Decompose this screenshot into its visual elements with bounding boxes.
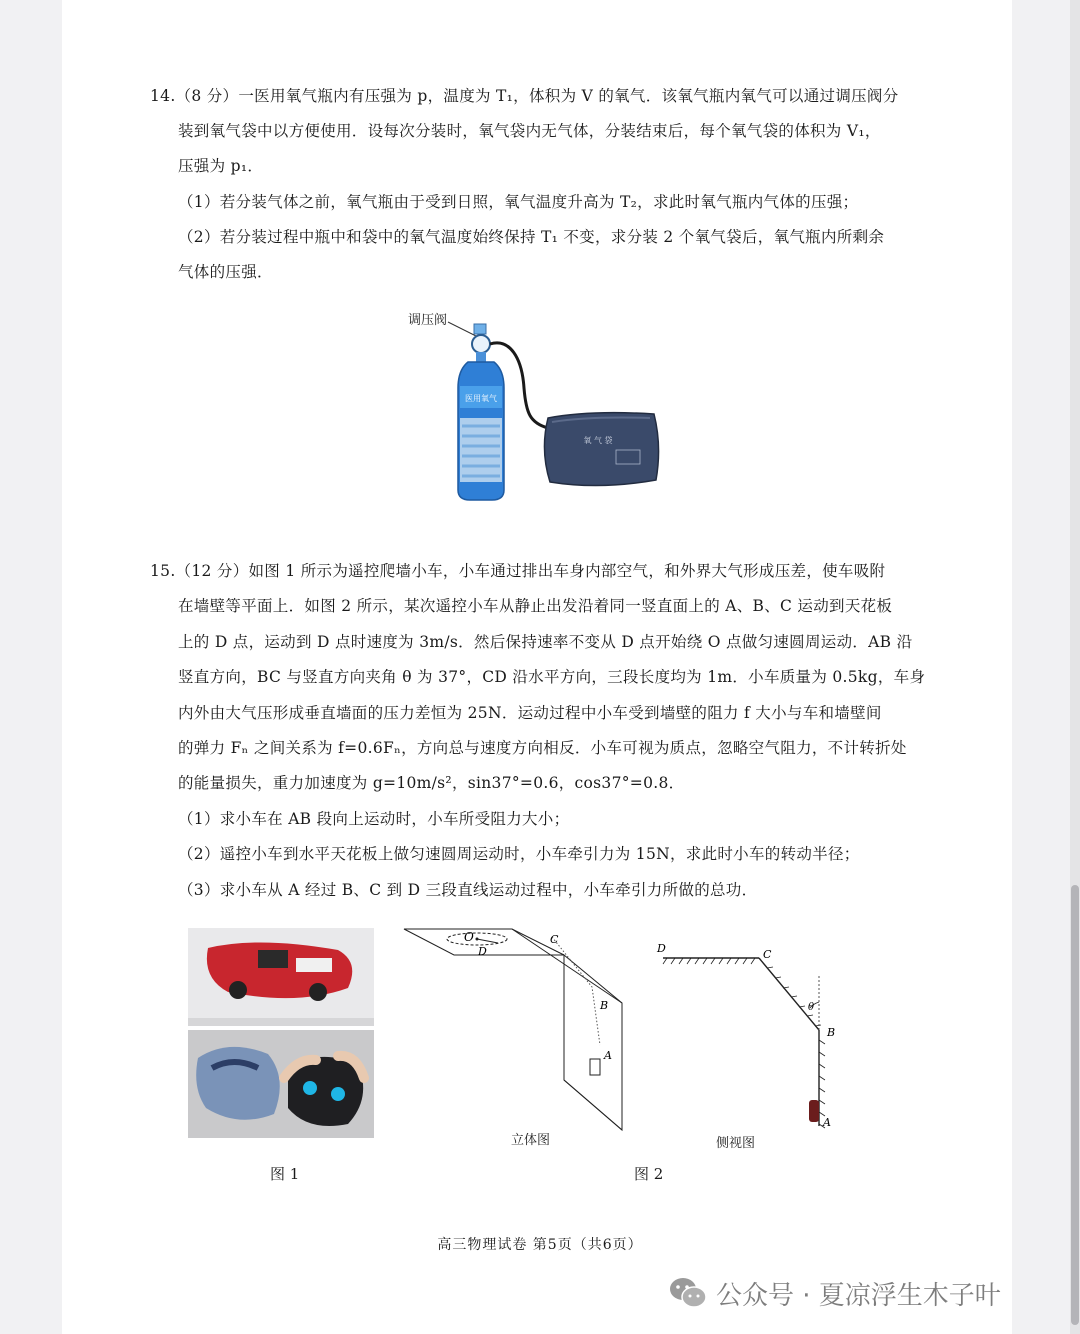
figure2-side-view — [655, 940, 835, 1135]
q14-line-2: 装到氧气袋中以方便使用．设每次分装时，氧气袋内无气体，分装结束后，每个氧气袋的体积为 V₁， — [178, 122, 881, 140]
theta-label: θ — [808, 1002, 815, 1013]
watermark — [668, 1276, 1001, 1310]
figure1-label: 图 1 — [270, 1165, 300, 1183]
point-D-3d: D — [478, 945, 487, 958]
q14-line-3: 压强为 p₁． — [178, 157, 264, 175]
oxygen-bottle-figure — [440, 318, 680, 508]
q15-line-6: 的弹力 Fₙ 之间关系为 f=0.6Fₙ，方向总与速度方向相反．小车可视为质点，忽略空气阻力，不计转折处 — [178, 739, 907, 757]
bag-label: 氧 气 袋 — [583, 436, 613, 445]
figure2-3d-view — [402, 925, 627, 1135]
valve-label: 调压阀 — [408, 313, 448, 328]
point-C-side: C — [763, 948, 772, 961]
q15-line-3: 上的 D 点，运动到 D 点时速度为 3m/s．然后保持速率不变从 D 点开始绕 O 点做匀速圆周运动．AB 沿 — [178, 633, 913, 651]
wechat-icon — [668, 1276, 708, 1310]
q14-line-6: 气体的压强． — [178, 263, 273, 281]
page-footer: 高三物理试卷 第5页（共6页） — [437, 1237, 643, 1253]
point-A-side: A — [823, 1116, 831, 1129]
point-O-3d: O — [464, 930, 474, 944]
q15-line-7: 的能量损失，重力加速度为 g=10m/s²，sin37°=0.6，cos37°=0.8． — [178, 774, 685, 792]
q15-line-1: 15.（12 分）如图 1 所示为遥控爬墙小车，小车通过排出车身内部空气，和外界大气形成压差，使车吸附 — [150, 562, 886, 580]
point-B-3d: B — [600, 999, 609, 1012]
scrollbar-thumb[interactable] — [1071, 885, 1079, 1325]
figure2-label: 图 2 — [634, 1165, 664, 1183]
q15-line-2: 在墙壁等平面上．如图 2 所示，某次遥控小车从静止出发沿着同一竖直面上的 A、B、C 运动到天花板 — [178, 597, 893, 615]
q15-line-5: 内外由大气压形成垂直墙面的压力差恒为 25N．运动过程中小车受到墙壁的阻力 f 大小与车和墙壁间 — [178, 704, 882, 722]
view3d-label: 立体图 — [511, 1133, 551, 1148]
point-A-3d: A — [604, 1049, 612, 1062]
bottle-label: 医用氧气 — [465, 394, 497, 403]
q15-part-3: （3）求小车从 A 经过 B、C 到 D 三段直线运动过程中，小车牵引力所做的总功． — [178, 881, 758, 899]
q14-part-1: （1）若分装气体之前，氧气瓶由于受到日照，氧气温度升高为 T₂，求此时氧气瓶内气体的压强； — [178, 193, 859, 211]
q14-part-2: （2）若分装过程中瓶中和袋中的氧气温度始终保持 T₁ 不变，求分装 2 个氧气袋后，氧气瓶内所剩余 — [178, 228, 885, 246]
figure1-photos — [188, 928, 374, 1138]
point-C-3d: C — [550, 933, 559, 946]
q15-part-2: （2）遥控小车到水平天花板上做匀速圆周运动时，小车牵引力为 15N，求此时小车的转动半径； — [178, 845, 860, 863]
sideview-label: 侧视图 — [716, 1136, 756, 1151]
watermark-text: 公众号 · 夏凉浮生木子叶 — [716, 1280, 1001, 1311]
q15-part-1: （1）求小车在 AB 段向上运动时，小车所受阻力大小； — [178, 810, 570, 828]
point-D-side: D — [657, 942, 666, 955]
point-B-side: B — [827, 1026, 835, 1039]
q15-line-4: 竖直方向，BC 与竖直方向夹角 θ 为 37°，CD 沿水平方向，三段长度均为 1m．小车质量为 0.5kg，车身 — [178, 668, 926, 686]
pressure-gauge-icon — [472, 335, 490, 353]
q14-line-1: 14.（8 分）一医用氧气瓶内有压强为 p，温度为 T₁，体积为 V 的氧气．该氧气瓶内氧气可以通过调压阀分 — [150, 87, 899, 105]
